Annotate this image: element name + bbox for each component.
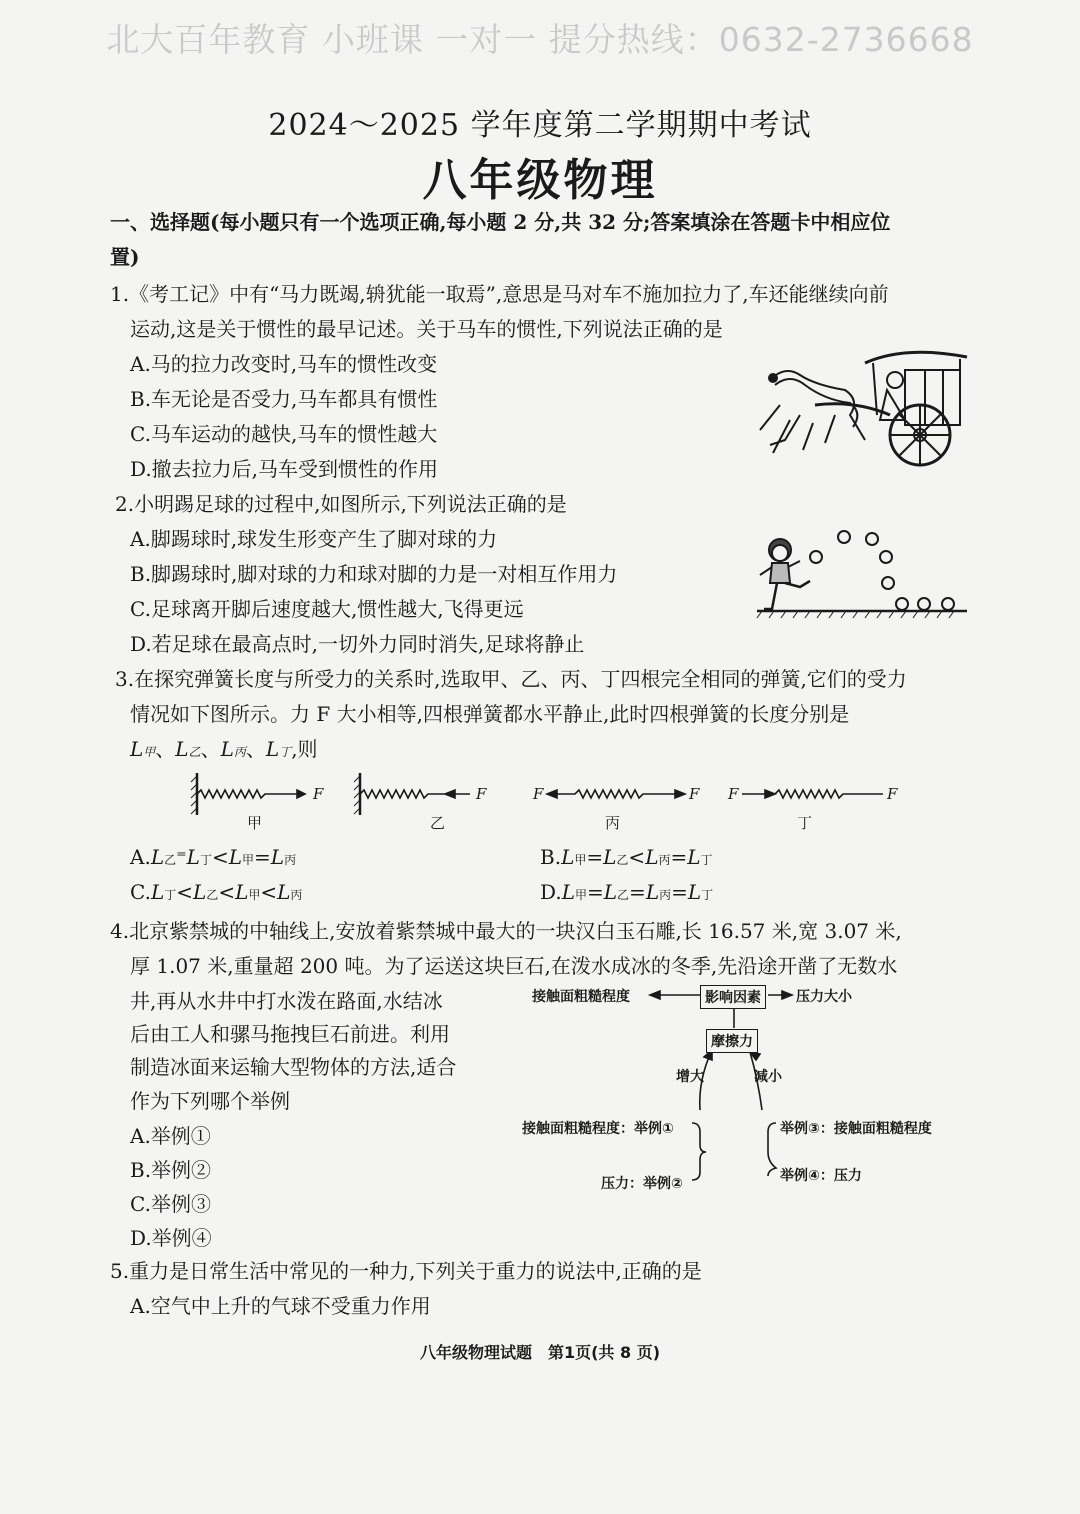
force-label-ding-right: F <box>887 785 898 803</box>
q2-option-c: C.足球离开脚后速度越大,惯性越大,飞得更远 <box>130 597 524 621</box>
q4-stem-line2: 厚 1.07 米,重量超 200 吨。为了运送这块巨石,在泼水成冰的冬季,先沿途开凿了无数水 <box>130 954 898 978</box>
q3-stem-line1: 3.在探究弹簧长度与所受力的关系时,选取甲、乙、丙、丁四根完全相同的弹簧,它们的受力 <box>115 667 907 691</box>
diagram-example-1: 接触面粗糙程度：举例① <box>522 1121 674 1137</box>
section-heading-line2: 置) <box>110 245 140 269</box>
q2-option-b: B.脚踢球时,脚对球的力和球对脚的力是一对相互作用力 <box>130 562 618 586</box>
q3-option-a: A.L乙⁼L丁<L甲=L丙 <box>130 845 297 869</box>
q3-option-d: D.L甲=L乙=L丙=L丁 <box>540 880 714 904</box>
q1-stem-line2: 运动,这是关于惯性的最早记述。关于马车的惯性,下列说法正确的是 <box>130 317 723 341</box>
force-label-ding-left: F <box>728 785 739 803</box>
spring-label-bing: 丙 <box>605 814 621 832</box>
q3-option-b: B.L甲=L乙<L丙=L丁 <box>540 845 713 869</box>
diagram-increase-label: 增大 <box>676 1069 704 1085</box>
q5-option-a: A.空气中上升的气球不受重力作用 <box>130 1294 431 1318</box>
springs-figure <box>185 770 910 835</box>
chariot-illustration <box>755 345 980 470</box>
diagram-example-2: 压力：举例② <box>601 1176 683 1192</box>
q1-option-d: D.撤去拉力后,马车受到惯性的作用 <box>130 457 439 481</box>
q4-stem-line5: 制造冰面来运输大型物体的方法,适合 <box>130 1055 457 1079</box>
watermark-text: 北大百年教育 小班课 一对一 提分热线：0632-2736668 <box>106 20 974 59</box>
q4-stem-line1: 4.北京紫禁城的中轴线上,安放着紫禁城中最大的一块汉白玉石雕,长 16.57 米,宽 3.07 米, <box>110 919 902 943</box>
diagram-example-4: 举例④：压力 <box>780 1168 862 1184</box>
q4-stem-line6: 作为下列哪个举例 <box>130 1089 290 1113</box>
q3-stem-line2: 情况如下图所示。力 F 大小相等,四根弹簧都水平静止,此时四根弹簧的长度分别是 <box>130 702 850 726</box>
q2-stem: 2.小明踢足球的过程中,如图所示,下列说法正确的是 <box>115 492 567 516</box>
exam-title: 2024～2025 学年度第二学期期中考试 <box>268 108 812 143</box>
section-heading-line1: 一、选择题(每小题只有一个选项正确,每小题 2 分,共 32 分;答案填涂在答题卡中相应位 <box>110 210 891 234</box>
force-label-bing-right: F <box>689 785 700 803</box>
q4-option-d: D.举例④ <box>130 1226 212 1250</box>
soccer-illustration <box>752 525 972 620</box>
page-footer: 八年级物理试题 第1页(共 8 页) <box>419 1343 661 1362</box>
subject-title: 八年级物理 <box>422 155 658 206</box>
q4-option-b: B.举例② <box>130 1158 212 1182</box>
q2-option-a: A.脚踢球时,球发生形变产生了脚对球的力 <box>130 527 498 551</box>
q3-stem-line3: L甲、L乙、L丙、L丁,则 <box>130 737 318 761</box>
spring-label-jia: 甲 <box>247 814 263 832</box>
q4-stem-line3: 井,再从水井中打水泼在路面,水结冰 <box>130 989 443 1013</box>
q1-option-a: A.马的拉力改变时,马车的惯性改变 <box>130 352 438 376</box>
spring-label-yi: 乙 <box>430 814 446 832</box>
diagram-example-3: 举例③：接触面粗糙程度 <box>780 1121 932 1137</box>
diagram-left-factor: 接触面粗糙程度 <box>532 989 630 1005</box>
q3-option-c: C.L丁<L乙<L甲<L丙 <box>130 880 303 904</box>
q1-option-c: C.马车运动的越快,马车的惯性越大 <box>130 422 438 446</box>
diagram-right-factor: 压力大小 <box>796 989 852 1005</box>
spring-label-ding: 丁 <box>797 814 813 832</box>
diagram-friction-box: 摩擦力 <box>706 1029 758 1053</box>
q4-option-a: A.举例① <box>130 1124 211 1148</box>
q4-option-c: C.举例③ <box>130 1192 211 1216</box>
friction-diagram-lines <box>520 980 960 1195</box>
diagram-decrease-label: 减小 <box>754 1069 782 1085</box>
force-label-yi: F <box>476 785 487 803</box>
q1-option-b: B.车无论是否受力,马车都具有惯性 <box>130 387 438 411</box>
q4-stem-line4: 后由工人和骡马拖拽巨石前进。利用 <box>130 1022 450 1046</box>
force-label-bing-left: F <box>533 785 544 803</box>
q5-stem: 5.重力是日常生活中常见的一种力,下列关于重力的说法中,正确的是 <box>110 1259 702 1283</box>
q1-stem-line1: 1.《考工记》中有“马力既竭,辀犹能一取焉”,意思是马对车不施加拉力了,车还能继续向前 <box>110 282 889 306</box>
q2-option-d: D.若足球在最高点时,一切外力同时消失,足球将静止 <box>130 632 585 656</box>
diagram-center-box: 影响因素 <box>700 985 766 1009</box>
force-label-jia: F <box>313 785 324 803</box>
